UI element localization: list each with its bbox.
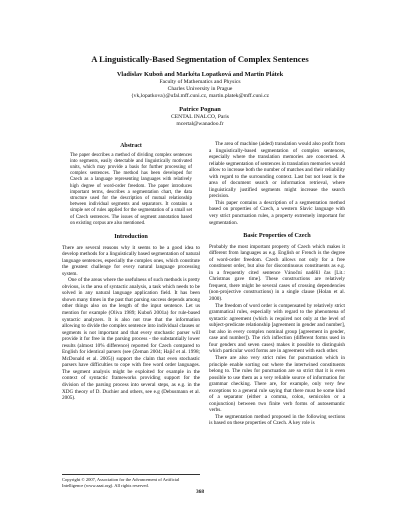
- right-column: [209, 141, 345, 427]
- basic-paragraph-3: There are also very strict rules for punctuation which in principle enable sorting out where the intertwined constituents belong to. The rules for punctuation are so strict that it is even possible to use them as a very reliable source of information for grammar checking. There are, for example, only very few exceptions to a general rule saying that there must be some kind of a separator (either a comma, colon, semicolon or a conjunction) between two finite verb forms of autosemantic verbs.: [209, 354, 345, 414]
- copyright-footnote: Copyright © 2007, Association for the Advancement of Artificial Intelligence (www.aaai.org). All rights reserved.: [62, 474, 200, 488]
- second-author: Patrice Pognan: [179, 106, 221, 113]
- intro-paragraph-1: There are several reasons why it seems to be a good idea to develop methods for a linguistically based segmentation of natural language sentences, especially the complex ones, which constitute the greatest challenge for every natural language processing system.: [62, 244, 201, 277]
- basic-properties-heading: Basic Properties of Czech: [243, 232, 311, 240]
- author-list: Vladislav Kuboň and Markéta Lopatková and Martin Plátek: [116, 71, 284, 78]
- paper-title: A Linguistically-Based Segmentation of Complex Sentences: [91, 54, 309, 64]
- basic-paragraph-1: Probably the most important property of Czech which makes it different from languages as e.g. English or French is the degree of word-order freedom. Czech allows not only for a free constituent order, but also for discontinuous constituents as e.g. in a frequently cited sentence Vánoční nadělil čas [Lit.: Christmas gave time]. These constructions are relatively frequent, there might be several cases of crossing dependencies (non-projective constructions) in a single clause (Holan et al. 2000).: [209, 243, 345, 303]
- paper-header: [40, 54, 360, 128]
- right-paragraph-1: The area of machine (aided) translation would also profit from a linguistically-based segmentation of complex sentences, especially where the translation memories are concerned. A reliable segmentation of sentences in translation memories would allow to increase both the number of matches and their reliability with regard to the surrounding context. Last but not least is the area of document search or information retrieval, where linguistically justified segments might increase the search precision.: [209, 141, 345, 200]
- affiliation-cental: CENTAL INALCO, Paris: [171, 114, 229, 120]
- introduction-heading: Introduction: [114, 232, 148, 240]
- left-column: [62, 143, 200, 402]
- right-paragraph-2: This paper contains a description of a segmentation method based on properties of Czech, a western Slavic language with very strict punctuation rules, a property extremely important for segmentation.: [209, 199, 345, 226]
- affiliation-university: Charles University in Prague: [167, 86, 233, 92]
- intro-paragraph-2: One of the areas where the usefulness of such methods is pretty obvious, is the area of syntactic analysis, a task which needs to be solved in any natural language application field. It has been shown many times in the past that parsing success depends among other things also on the length of the input sentence. Let us mention for example (Oliva 1989; Kuboň 2001a) for rule-based syntactic analyzers. It is also not true that the information allowing to divide the complex sentence into individual clauses or segments is not important and that every stochastic parser will provide it for free in the parsing process - the substantially lower results (almost 10% difference) reported for Czech compared to English for identical parsers (see (Zeman 2004; Hajič et al. 1998; McDonald et al. 2005)) support the claim that even stochastic parsers have difficulties to cope with free word order languages. The segment analysis might be exploited for example in the context of syntactic frameworks providing support for the division of the parsing process into several steps, as e.g. in the XDG theory of D. Duchier and others, see e.g (Debusmann et al. 2005).: [62, 277, 200, 402]
- abstract-text: The paper describes a method of dividing complex sentences into segments, easily detectable and linguistically motivated units, which may provide a basis for further processing of complex sentences. The method has been developed for Czech as a language representing languages with relatively high degree of word-order freedom. The paper introduces important terms, describes a segmentation chart, the data structure used for the description of mutual relationship between individual segments and separators. It contains a simple set of rules applied for the segmentation of a small set of Czech sentences. The issues of segment annotation based on existing corpus are also mentioned.: [70, 152, 192, 226]
- affiliation-faculty: Faculty of Mathematics and Physics: [159, 79, 241, 85]
- abstract-heading: Abstract: [120, 143, 142, 149]
- author-emails: {vk,lopatkova}@ufal.mff.cuni.cz, martin.platek@mff.cuni.cz: [130, 93, 270, 99]
- second-author-email: mcertal@wanadoo.fr: [176, 121, 224, 127]
- basic-paragraph-2: The freedom of word order is compensated by relatively strict grammatical rules, especially with regard to the phenomena of syntactic agreement (which is required not only at the level of subject-predicate relationship [agreement in gender and number], but also in every complex nominal group [agreement in gender, case and number]). The rich inflection (different forms used in four genders and seven cases) makes it possible to distinguish which particular word forms are in agreement with each other.: [209, 302, 345, 355]
- page-number: 368: [195, 489, 205, 495]
- basic-paragraph-4: The segmentation method proposed in the following sections is based on these properties of Czech. A key role is: [209, 413, 345, 427]
